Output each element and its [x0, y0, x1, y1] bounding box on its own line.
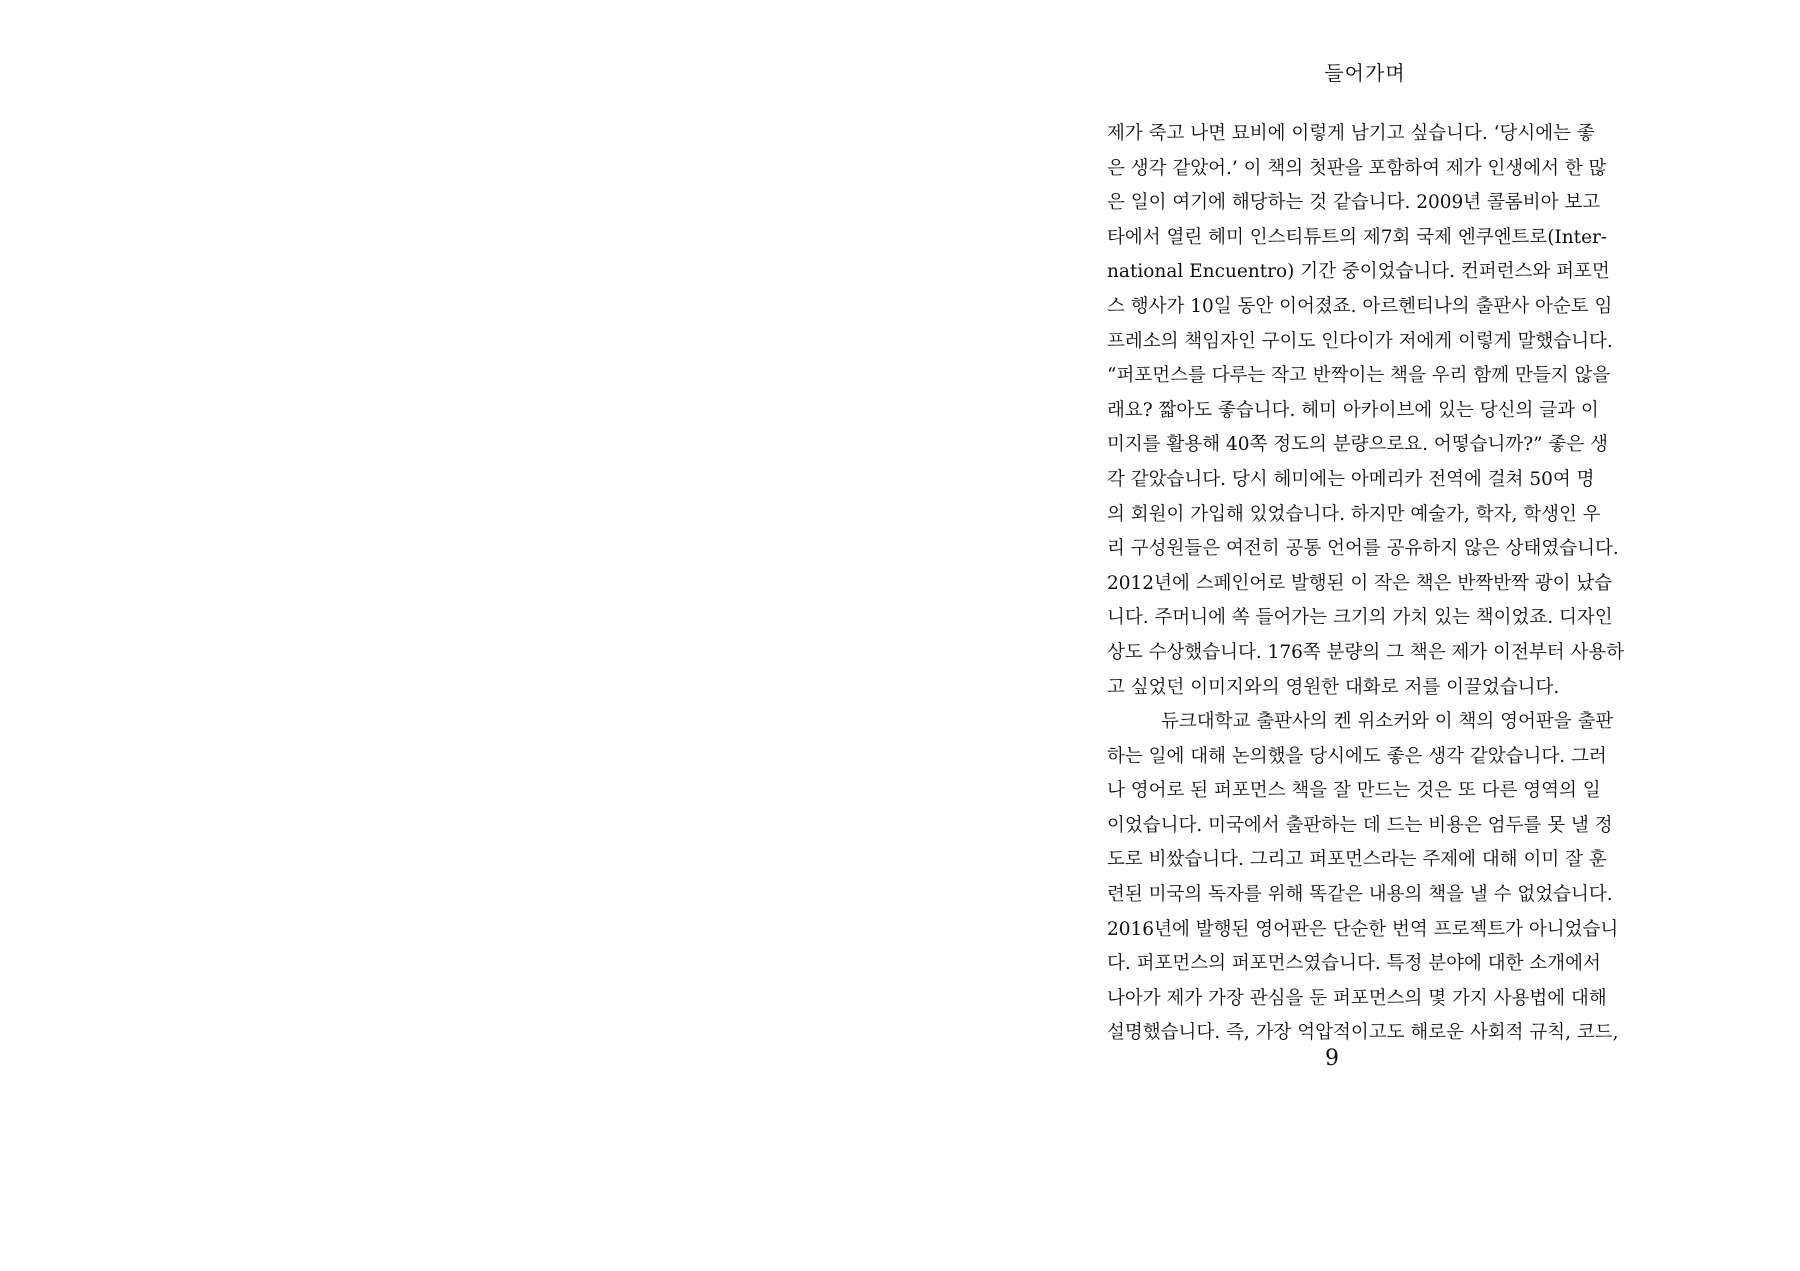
running-head-title: 들어가며 — [1324, 61, 1406, 85]
text-line: 도로 비쌌습니다. 그리고 퍼포먼스라는 주제에 대해 이미 잘 훈 — [1107, 849, 1607, 871]
text-line: 프레소의 책임자인 구이도 인다이가 저에게 이렇게 말했습니다. — [1107, 330, 1613, 352]
text-line-paragraph-start: 듀크대학교 출판사의 켄 위소커와 이 책의 영어판을 출판 — [1161, 711, 1614, 733]
text-line: 은 일이 여기에 해당하는 것 같습니다. 2009년 콜롬비아 보고 — [1107, 192, 1601, 214]
text-line-paragraph-end: 고 싶었던 이미지와의 영원한 대화로 저를 이끌었습니다. — [1107, 676, 1560, 698]
text-line: 각 같았습니다. 당시 헤미에는 아메리카 전역에 걸쳐 50여 명 — [1107, 468, 1595, 490]
text-line: 리 구성원들은 여전히 공통 언어를 공유하지 않은 상태였습니다. — [1107, 538, 1619, 560]
text-line: 미지를 활용해 40쪽 정도의 분량으로요. 어떻습니까?” 좋은 생 — [1107, 434, 1608, 456]
text-line: “퍼포먼스를 다루는 작고 반짝이는 책을 우리 함께 만들지 않을 — [1107, 365, 1611, 387]
text-line: 니다. 주머니에 쏙 들어가는 크기의 가치 있는 책이었죠. 디자인 — [1107, 607, 1613, 629]
text-line: 제가 죽고 나면 묘비에 이렇게 남기고 싶습니다. ‘당시에는 좋 — [1107, 123, 1595, 144]
text-line: 설명했습니다. 즉, 가장 억압적이고도 해로운 사회적 규칙, 코드, — [1107, 1022, 1619, 1044]
text-line: 2016년에 발행된 영어판은 단순한 번역 프로젝트가 아니었습니 — [1107, 918, 1619, 940]
text-line: 이었습니다. 미국에서 출판하는 데 드는 비용은 엄두를 못 낼 정 — [1107, 814, 1613, 836]
text-line: 상도 수상했습니다. 176쪽 분량의 그 책은 제가 이전부터 사용하 — [1107, 641, 1625, 663]
text-line: national Encuentro) 기간 중이었습니다. 컨퍼런스와 퍼포먼 — [1107, 261, 1610, 283]
text-line: 련된 미국의 독자를 위해 똑같은 내용의 책을 낼 수 없었습니다. — [1107, 884, 1613, 906]
text-line: 다. 퍼포먼스의 퍼포먼스였습니다. 특정 분야에 대한 소개에서 — [1107, 953, 1601, 975]
text-line: 나아가 제가 가장 관심을 둔 퍼포먼스의 몇 가지 사용법에 대해 — [1107, 987, 1607, 1009]
text-line: 의 회원이 가입해 있었습니다. 하지만 예술가, 학자, 학생인 우 — [1107, 503, 1601, 525]
text-line: 래요? 짧아도 좋습니다. 헤미 아카이브에 있는 당신의 글과 이 — [1107, 399, 1599, 421]
text-line: 2012년에 스페인어로 발행된 이 작은 책은 반짝반짝 광이 났습 — [1107, 572, 1613, 594]
text-line: 스 행사가 10일 동안 이어졌죠. 아르헨티나의 출판사 아순토 임 — [1107, 295, 1613, 317]
text-line: 하는 일에 대해 논의했을 당시에도 좋은 생각 같았습니다. 그러 — [1107, 745, 1607, 767]
text-line: 나 영어로 된 퍼포먼스 책을 잘 만드는 것은 또 다른 영역의 일 — [1107, 780, 1601, 802]
right-page — [900, 0, 1800, 1271]
text-line: 타에서 열린 헤미 인스티튜트의 제7회 국제 엔쿠엔트로(Inter- — [1107, 226, 1608, 248]
text-line: 은 생각 같았어.’ 이 책의 첫판을 포함하여 제가 인생에서 한 많 — [1107, 157, 1607, 179]
page-number-value: 9 — [1325, 1046, 1339, 1071]
body-text — [1107, 117, 1625, 1051]
